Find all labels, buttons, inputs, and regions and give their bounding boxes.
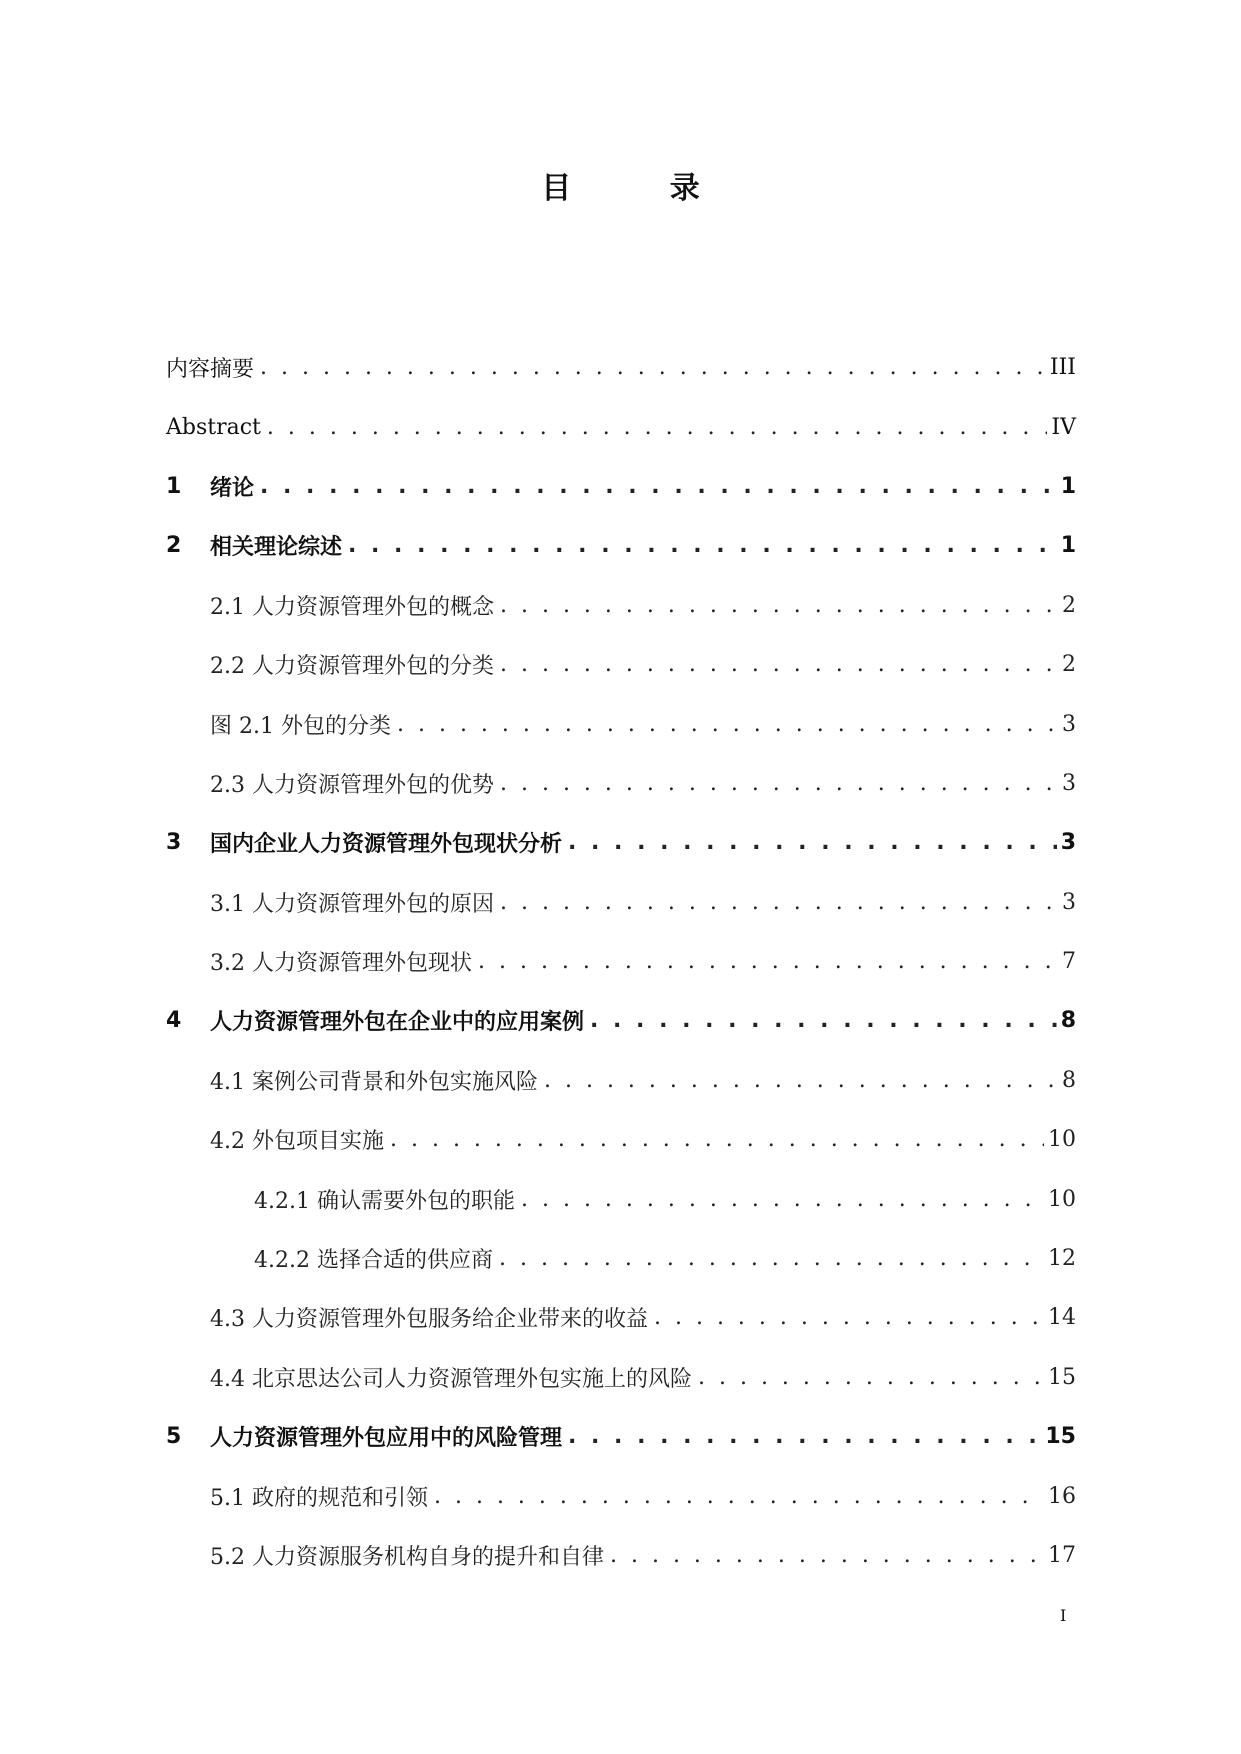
toc-entry-label: 内容摘要 (166, 357, 255, 383)
dot-leader (654, 1305, 1044, 1330)
toc-entry[interactable] (166, 1348, 1076, 1407)
toc-entry-label: 4.1 案例公司背景和外包实施风险 (210, 1069, 538, 1095)
toc-entry[interactable] (166, 1110, 1076, 1169)
toc-entry-page: 3 (1062, 711, 1076, 737)
toc-entry[interactable] (166, 1229, 1076, 1288)
toc-entry-page: 1 (1060, 473, 1076, 499)
toc-entry-page: 15 (1048, 1364, 1076, 1390)
toc-entry-page: 10 (1048, 1127, 1076, 1153)
toc-title: 目 录 (541, 171, 744, 206)
toc-entry-page: 12 (1048, 1246, 1076, 1272)
dot-leader (568, 1424, 1041, 1449)
toc-entry-page: 2 (1062, 652, 1076, 678)
toc-entry-label: 4.2 外包项目实施 (210, 1129, 384, 1155)
toc-entry[interactable] (166, 754, 1076, 813)
toc-entry[interactable] (166, 1051, 1076, 1110)
toc-entry-page: 7 (1062, 949, 1076, 975)
dot-leader (610, 1543, 1044, 1568)
dot-leader (348, 533, 1057, 558)
dot-leader (267, 415, 1048, 440)
dot-leader (397, 712, 1058, 737)
dot-leader (500, 771, 1058, 796)
toc-entry[interactable] (166, 338, 1076, 397)
toc-entry[interactable] (166, 694, 1076, 753)
toc-entry-page: IV (1051, 414, 1076, 440)
toc-entry-label: 国内企业人力资源管理外包现状分析 (210, 832, 563, 858)
dot-leader (568, 830, 1057, 855)
dot-leader (499, 1246, 1044, 1271)
toc-entry[interactable] (166, 1407, 1076, 1466)
toc-entry-label: 2.1 人力资源管理外包的概念 (210, 594, 494, 620)
toc-entry-number: 1 (166, 473, 182, 499)
toc-entry[interactable] (166, 516, 1076, 575)
toc-entry-label: 相关理论综述 (210, 535, 343, 561)
dot-leader (260, 474, 1057, 499)
toc-entry[interactable] (166, 1169, 1076, 1228)
dot-leader (500, 652, 1058, 677)
toc-entry-page: 8 (1062, 1067, 1076, 1093)
toc-entry[interactable] (166, 1288, 1076, 1347)
toc-entry-page: 15 (1045, 1424, 1076, 1450)
toc-entry-label: 2.2 人力资源管理外包的分类 (210, 654, 494, 680)
toc-entry-number: 3 (166, 830, 182, 856)
toc-entry-label: 人力资源管理外包在企业中的应用案例 (210, 1010, 585, 1036)
dot-leader (500, 593, 1058, 618)
dot-leader (544, 1068, 1058, 1093)
toc-entry[interactable] (166, 635, 1076, 694)
toc-entry-page: III (1049, 355, 1076, 381)
toc-entry[interactable] (166, 932, 1076, 991)
toc-entry-label: Abstract (166, 414, 261, 440)
toc-entry-page: 3 (1062, 889, 1076, 915)
toc-entry-page: 10 (1048, 1186, 1076, 1212)
toc-entry-number: 2 (166, 533, 182, 559)
table-of-contents (166, 338, 1076, 1585)
toc-entry-label: 4.3 人力资源管理外包服务给企业带来的收益 (210, 1307, 648, 1333)
toc-entry-label: 人力资源管理外包应用中的风险管理 (210, 1426, 563, 1452)
dot-leader (390, 1127, 1044, 1152)
toc-entry-label: 绪论 (210, 475, 255, 501)
dot-leader (434, 1484, 1044, 1509)
toc-entry-page: 14 (1048, 1305, 1076, 1331)
toc-entry-label: 3.1 人力资源管理外包的原因 (210, 891, 494, 917)
toc-entry-label: 3.2 人力资源管理外包现状 (210, 951, 472, 977)
toc-entry-page: 3 (1062, 770, 1076, 796)
toc-entry-page: 17 (1048, 1543, 1076, 1568)
dot-leader (590, 1008, 1057, 1033)
toc-entry[interactable] (166, 813, 1076, 872)
toc-entry-number: 4 (166, 1008, 182, 1034)
dot-leader (500, 890, 1058, 915)
toc-entry-number: 5 (166, 1424, 182, 1450)
toc-entry[interactable] (166, 457, 1076, 516)
toc-entry[interactable] (166, 1526, 1076, 1585)
toc-entry-label: 4.4 北京思达公司人力资源管理外包实施上的风险 (210, 1366, 692, 1392)
dot-leader (478, 949, 1058, 974)
toc-entry[interactable] (166, 1466, 1076, 1525)
dot-leader (698, 1365, 1044, 1390)
toc-entry-page: 8 (1060, 1008, 1076, 1034)
toc-entry[interactable] (166, 576, 1076, 635)
toc-entry[interactable] (166, 991, 1076, 1050)
toc-entry-label: 图 2.1 外包的分类 (210, 713, 391, 739)
toc-entry[interactable] (166, 873, 1076, 932)
toc-entry-label: 4.2.2 选择合适的供应商 (254, 1248, 493, 1274)
toc-entry-page: 16 (1048, 1483, 1076, 1509)
dot-leader (260, 355, 1046, 380)
toc-entry-label: 2.3 人力资源管理外包的优势 (210, 772, 494, 798)
toc-entry-label: 5.2 人力资源服务机构自身的提升和自律 (210, 1545, 604, 1570)
toc-entry-label: 5.1 政府的规范和引领 (210, 1485, 428, 1511)
toc-entry-page: 1 (1060, 533, 1076, 559)
toc-entry-label: 4.2.1 确认需要外包的职能 (254, 1188, 515, 1214)
dot-leader (521, 1187, 1044, 1212)
toc-entry[interactable] (166, 397, 1076, 456)
toc-entry-page: 2 (1062, 592, 1076, 618)
page-number: I (1060, 1606, 1067, 1625)
toc-entry-page: 3 (1060, 830, 1076, 856)
